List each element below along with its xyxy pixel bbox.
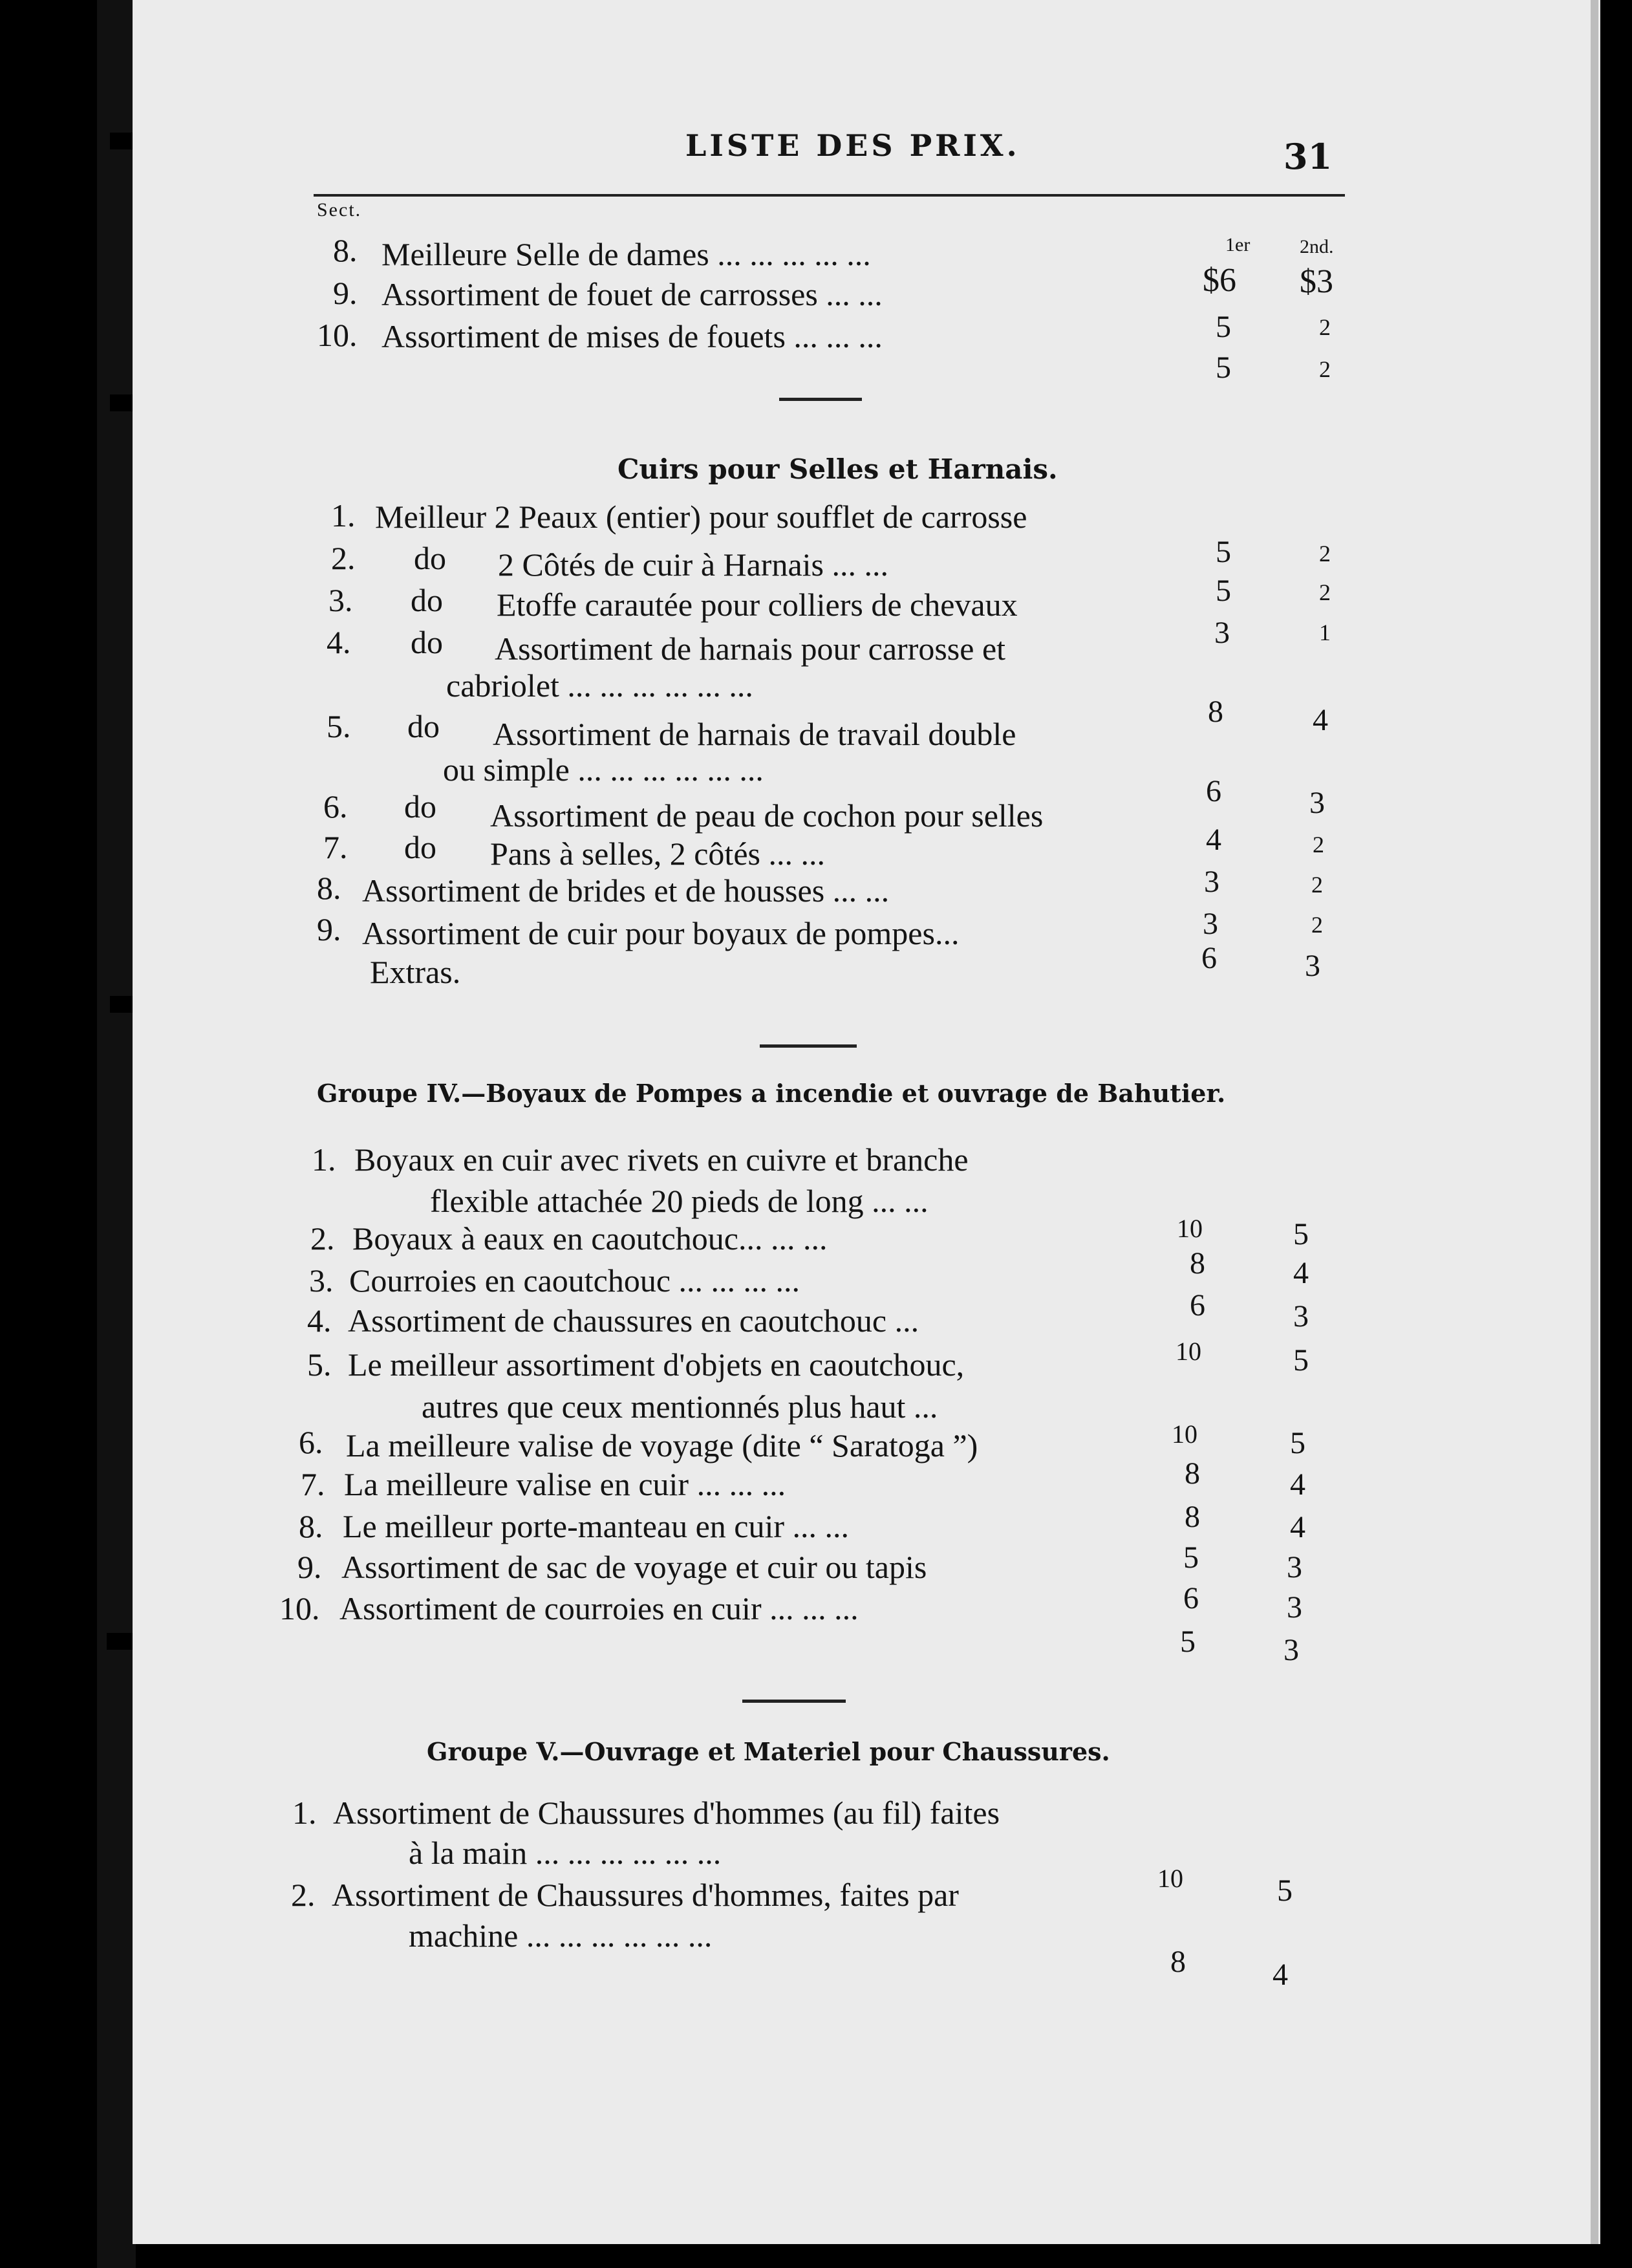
item-text-continued: autres que ceux mentionnés plus haut ... [422,1388,938,1425]
prize-second: 2 [1319,356,1331,382]
item-text: Courroies en caoutchouc ... ... ... ... [349,1262,800,1299]
prize-first: 8 [1190,1246,1205,1280]
page-header-title: LISTE DES PRIX. [685,128,1020,163]
item-number: 1. [331,497,356,534]
item-number: 2. [291,1877,316,1913]
prize-second: 2 [1311,872,1323,898]
prize-first: 5 [1216,351,1231,385]
item-text: Boyaux à eaux en caoutchouc... ... ... [352,1220,828,1257]
prize-first: 8 [1185,1456,1200,1491]
item-text: Assortiment de brides et de housses ... ... [362,872,890,909]
page-edge [1591,0,1598,2244]
item-number: 7. [323,829,348,865]
item-text: Assortiment de courroies en cuir ... ... ... [339,1590,859,1626]
prize-first: 8 [1170,1945,1186,1979]
item-text: Le meilleur assortiment d'objets en caoutchouc, [348,1346,965,1383]
item-number: 6. [299,1424,323,1460]
prize-second: 2 [1313,832,1324,858]
item-text: Assortiment de Chaussures d'hommes, faites par [332,1877,959,1913]
prize-first: 10 [1157,1864,1183,1893]
ditto-mark: do [407,708,440,744]
section-divider [779,398,862,401]
prize-first: 5 [1216,310,1231,344]
prize-second: 5 [1277,1874,1293,1908]
item-text: Pans à selles, 2 côtés ... ... [490,836,825,872]
ditto-mark: do [414,540,446,576]
item-text: Assortiment de cuir pour boyaux de pompes... [362,915,960,951]
item-number: 3. [309,1262,334,1299]
prize-first: 3 [1204,865,1219,899]
ditto-mark: do [411,624,443,660]
section-divider [742,1700,846,1703]
prize-second: 3 [1283,1633,1299,1667]
item-number: 4. [307,1302,332,1339]
prize-second: 4 [1272,1958,1288,1992]
prize-second: 4 [1293,1256,1309,1290]
item-text: Assortiment de mises de fouets ... ... ... [381,318,883,354]
prize-second: 3 [1287,1550,1302,1584]
prize-first: 5 [1180,1625,1196,1659]
item-text: Assortiment de peau de cochon pour selles [490,797,1044,834]
ditto-mark: do [404,829,436,865]
item-number: 2. [331,540,356,576]
item-text: Assortiment de fouet de carrosses ... ... [381,276,883,312]
prize-second: 3 [1287,1590,1302,1625]
item-number: 8. [317,870,341,906]
prize-first: 10 [1172,1420,1197,1449]
item-text: Meilleur 2 Peaux (entier) pour soufflet de carrosse [375,499,1027,535]
item-number: 5. [327,708,351,744]
item-number: 3. [328,582,353,618]
prize-second: 2 [1319,579,1331,605]
item-number: 1. [292,1795,317,1831]
item-text: Meilleure Selle de dames ... ... ... ... ... [381,236,871,272]
item-text-continued: ou simple ... ... ... ... ... ... [443,751,764,788]
item-text: Assortiment de chaussures en caoutchouc ... [348,1302,919,1339]
prize-first: 5 [1183,1540,1199,1575]
extras-label: Extras. [370,954,461,990]
ditto-mark: do [404,788,436,825]
item-text: La meilleure valise de voyage (dite “ Saratoga ”) [346,1427,978,1463]
item-number: 10. [317,317,358,353]
prize-first: $6 [1203,262,1236,299]
item-text: Boyaux en cuir avec rivets en cuivre et branche [354,1141,969,1178]
item-number: 7. [301,1466,325,1502]
item-number: 8. [333,232,358,268]
prize-second: 3 [1305,949,1320,983]
col-second-header: 2nd. [1300,236,1334,257]
prize-first: 6 [1190,1288,1205,1323]
prize-first: 4 [1206,823,1221,857]
header-rule [314,194,1345,197]
page-number: 31 [1283,136,1333,177]
item-number: 8. [299,1508,323,1544]
item-number: 2. [310,1220,335,1257]
item-text-continued: à la main ... ... ... ... ... ... [409,1835,722,1871]
prize-second: 4 [1290,1510,1305,1544]
item-number: 9. [333,275,358,311]
item-number: 6. [323,788,348,825]
prize-second: 2 [1319,541,1331,567]
prize-second: 5 [1290,1426,1305,1460]
prize-first: 8 [1185,1500,1200,1534]
prize-first: 5 [1216,574,1231,608]
item-number: 5. [307,1346,332,1383]
section-heading: Groupe V.—Ouvrage et Materiel pour Chaussures. [427,1737,1110,1766]
prize-second: 4 [1313,703,1328,737]
section-divider [760,1044,857,1048]
col-first-header: 1er [1225,234,1251,255]
prize-first: 10 [1177,1214,1203,1243]
prize-first: 6 [1201,941,1217,975]
prize-second: 5 [1293,1343,1309,1377]
item-text: Etoffe carautée pour colliers de chevaux [497,587,1018,623]
item-number: 10. [279,1590,320,1626]
item-text: La meilleure valise en cuir ... ... ... [344,1466,786,1502]
prize-first: 3 [1203,907,1218,941]
item-text: Assortiment de harnais de travail double [493,716,1016,752]
prize-second: 2 [1319,314,1331,340]
prize-first: 6 [1206,774,1221,808]
item-number: 9. [317,911,341,947]
prize-first: 10 [1176,1337,1201,1366]
item-number: 4. [327,624,351,660]
prize-second: 4 [1290,1467,1305,1502]
prize-second: 1 [1319,620,1331,645]
item-text-continued: flexible attachée 20 pieds de long ... ... [430,1183,929,1219]
item-text: Assortiment de Chaussures d'hommes (au fil) faites [333,1795,1000,1831]
item-number: 9. [297,1549,322,1585]
prize-second: 5 [1293,1217,1309,1251]
prize-second: $3 [1300,263,1333,300]
prize-first: 6 [1183,1581,1199,1615]
item-text: Assortiment de harnais pour carrosse et [495,631,1006,667]
prize-second: 3 [1293,1299,1309,1334]
item-text: 2 Côtés de cuir à Harnais ... ... [498,546,889,583]
item-text-continued: machine ... ... ... ... ... ... [409,1917,713,1954]
ditto-mark: do [411,582,443,618]
item-text: Le meilleur porte-manteau en cuir ... ... [343,1508,850,1544]
item-number: 1. [312,1141,336,1178]
section-heading: Groupe IV.—Boyaux de Pompes a incendie et ouvrage de Bahutier. [317,1079,1226,1108]
prize-first: 5 [1216,535,1231,569]
prize-first: 3 [1214,616,1230,650]
page-binding [97,0,136,2268]
prize-second: 3 [1309,786,1325,820]
item-text-continued: cabriolet ... ... ... ... ... ... [446,667,753,704]
sect-label: Sect. [317,199,362,221]
section-heading: Cuirs pour Selles et Harnais. [617,453,1058,485]
prize-second: 2 [1311,912,1323,938]
prize-first: 8 [1208,695,1223,729]
item-text: Assortiment de sac de voyage et cuir ou tapis [341,1549,927,1585]
